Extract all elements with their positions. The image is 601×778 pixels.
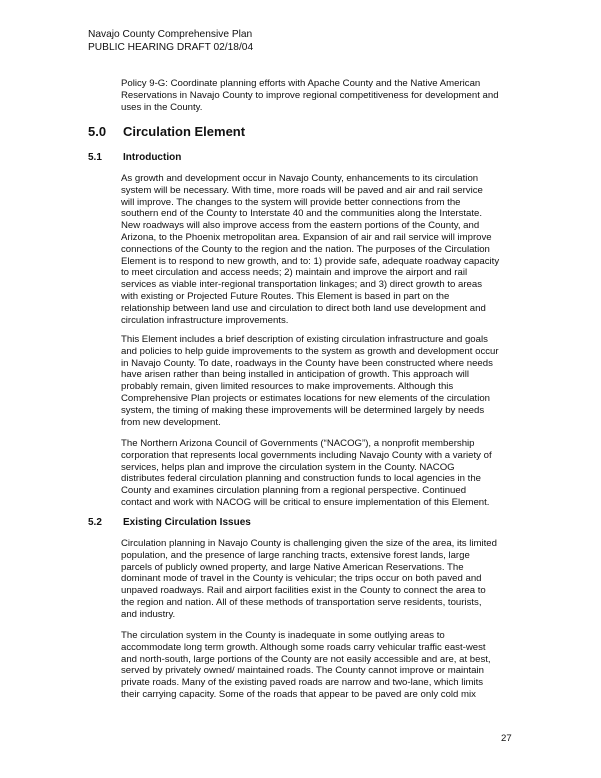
text-line: with existing or Projected Future Routes. This Element is based in part on the [121, 290, 450, 302]
text-line: uses in the County. [121, 101, 203, 113]
text-line: Element is to respond to new growth, and to: 1) provide safe, adequate roadway capacity [121, 255, 500, 267]
text-line: connections of the County to the region and the nation. The purposes of the Circulation [121, 243, 490, 255]
text-line: services as viable inter-regional transportation linkages; and 3) direct growth to areas [121, 279, 483, 291]
text-line: have arisen rather than being installed in anticipation of growth. This approach will [121, 369, 470, 381]
section-number: 5.0 [88, 124, 107, 139]
page-header [88, 29, 253, 54]
text-line: served by privately owned/ maintained roads. The County cannot improve or maintain [121, 665, 484, 677]
text-line: services, helps plan and improve the circulation system in the County. NACOG [121, 461, 455, 473]
header-draft-date: PUBLIC HEARING DRAFT 02/18/04 [88, 41, 254, 53]
text-line: in Navajo County. To date, roadways in the County have been constructed where needs [121, 357, 493, 369]
text-line: Reservations in Navajo County to improve regional competitiveness for development and [121, 89, 499, 101]
text-line: parcels of publicly owned property, and large Native American Reservations. The [121, 561, 464, 573]
text-line: Arizona, to the Phoenix metropolitan area. Expansion of air and rail service will improve [121, 231, 492, 243]
existing-issues-paragraph-2 [121, 630, 521, 701]
section-heading [88, 124, 245, 140]
introduction-paragraph-2 [121, 334, 521, 428]
introduction-paragraph-1 [121, 173, 521, 326]
text-line: The Northern Arizona Council of Governments (“NACOG”), a nonprofit membership [121, 438, 475, 449]
subsection-number: 5.1 [88, 152, 102, 163]
policy-paragraph [121, 78, 521, 113]
text-line: As growth and development occur in Navajo County, enhancements to its circulation [121, 173, 479, 184]
text-line: and north-south, large portions of the County are not easily accessible and are, at best, [121, 653, 491, 665]
text-line: probably remain, given limited resources to make improvements. Although this [121, 381, 454, 393]
section-title: Circulation Element [123, 124, 246, 139]
existing-issues-paragraph-1 [121, 538, 521, 621]
text-line: their carrying capacity. Some of the roads that appear to be paved are only cold mix [121, 688, 476, 700]
introduction-paragraph-3 [121, 438, 521, 509]
text-line: This Element includes a brief description of existing circulation infrastructure and goals [121, 334, 488, 345]
subsection-number: 5.2 [88, 517, 102, 528]
text-line: dominant mode of travel in the County is vehicular; the trips occur on both paved and [121, 573, 482, 585]
page-number: 27 [501, 733, 512, 744]
text-line: to meet circulation and access needs; 2) maintain and improve the airport and rail [121, 267, 468, 279]
subsection-title: Existing Circulation Issues [123, 517, 251, 528]
text-line: and industry. [121, 608, 176, 620]
text-line: contact and work with NACOG will be critical to ensure implementation of this Element. [121, 496, 490, 508]
text-line: accommodate long term growth. Although some roads carry vehicular traffic east-west [121, 641, 486, 653]
text-line: circulation infrastructure improvements. [121, 314, 289, 326]
text-line: Circulation planning in Navajo County is challenging given the size of the area, its limited [121, 538, 497, 549]
text-line: southern end of the County to Interstate 40 and the communities along the Interstate. [121, 208, 483, 220]
text-line: system, the timing of making these improvements will be determined largely by needs [121, 404, 485, 416]
text-line: and policies to help guide improvements to the system as growth and development occur [121, 345, 499, 357]
text-line: Comprehensive Plan projects or estimates locations for new elements of the circulation [121, 392, 491, 404]
text-line: from new development. [121, 416, 221, 428]
text-line: corporation that represents local governments including Navajo County with a variety of [121, 449, 492, 461]
text-line: private roads. Many of the existing paved roads are narrow and two-lane, which limits [121, 677, 484, 689]
text-line: New roadways will also improve access from the eastern portions of the County, and [121, 220, 480, 232]
text-line: population, and the presence of large ranching tracts, extensive forest lands, large [121, 549, 470, 561]
text-line: unpaved roadways. Rail and airport facilities exist in the County to connect the area to [121, 585, 486, 597]
text-line: the region and nation. All of these methods of transportation serve residents, tourists, [121, 596, 482, 608]
text-line: Policy 9-G: Coordinate planning efforts with Apache County and the Native American [121, 78, 481, 89]
subsection-title: Introduction [123, 152, 182, 163]
subsection-heading-introduction [88, 152, 181, 164]
text-line: The circulation system in the County is inadequate in some outlying areas to [121, 630, 445, 641]
subsection-heading-existing-issues [88, 517, 251, 529]
text-line: relationship between land use and circulation to direct both land use development and [121, 302, 486, 314]
header-title: Navajo County Comprehensive Plan [88, 29, 253, 40]
text-line: County and examines circulation planning from a regional perspective. Continued [121, 485, 467, 497]
text-line: distributes federal circulation planning and construction funds to local agencies in the [121, 473, 481, 485]
text-line: will improve. The changes to the system will provide better connections from the [121, 196, 461, 208]
text-line: system will be necessary. With time, more roads will be paved and air and rail service [121, 184, 483, 196]
